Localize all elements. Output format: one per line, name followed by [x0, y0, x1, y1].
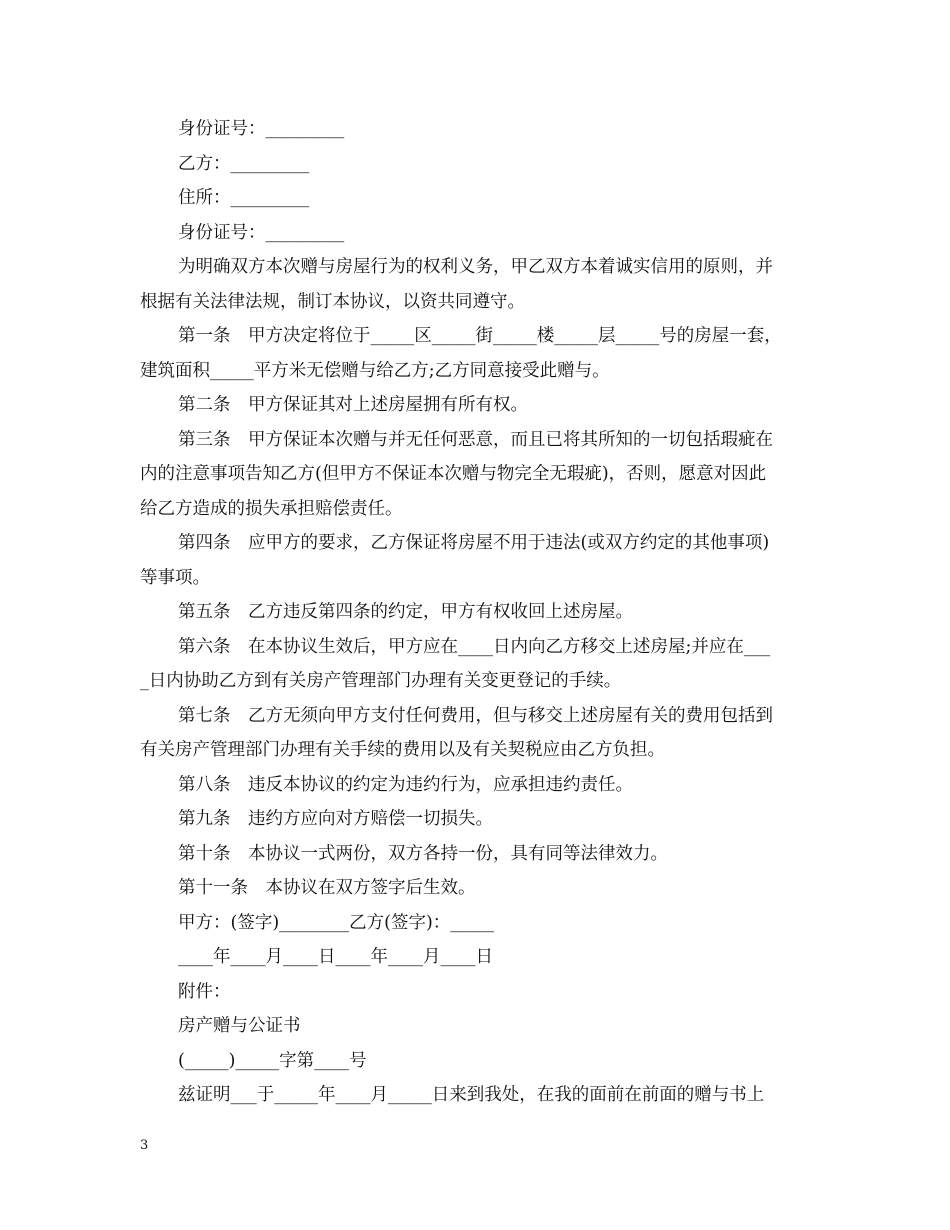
- document-line: 第一条 甲方决定将位于_____区_____街_____楼_____层_____号的房屋一套，: [178, 326, 782, 346]
- document-line: 第十一条 本协议在双方签字后生效。: [178, 878, 476, 898]
- document-line: 附件：: [178, 981, 231, 1002]
- document-line: 有关房产管理部门办理有关手续的费用以及有关契税应由乙方负担。: [140, 740, 665, 760]
- page-number: 3: [140, 1138, 149, 1153]
- document-line: 根据有关法律法规，制订本协议，以资共同遵守。: [140, 291, 525, 312]
- document-line: 内的注意事项告知乙方(但甲方不保证本次赠与物完全无瑕疵)，否则，愿意对因此: [140, 464, 767, 484]
- document-line: 兹证明___于_____年____月_____日来到我处，在我的面前在前面的赠与书上: [178, 1085, 765, 1105]
- document-line: 第六条 在本协议生效后，甲方应在____日内向乙方移交上述房屋;并应在___: [178, 636, 771, 657]
- document-line: 身份证号：_________: [178, 222, 345, 243]
- document-line: 第三条 甲方保证本次赠与并无任何恶意，而且已将其所知的一切包括瑕疵在: [178, 429, 773, 450]
- document-line: (_____)_____字第____号: [178, 1050, 367, 1071]
- document-line: 第八条 违反本协议的约定为违约行为，应承担违约责任。: [178, 774, 633, 795]
- document-body: [140, 112, 812, 1113]
- document-line: 住所：_________: [178, 188, 310, 208]
- document-line: 身份证号：_________: [178, 119, 345, 139]
- document-line: 建筑面积_____平方米无偿赠与给乙方;乙方同意接受此赠与。: [140, 360, 610, 381]
- document-line: 甲方：(签字)________乙方(签字)：_____: [178, 912, 495, 933]
- document-line: 乙方：_________: [178, 153, 310, 174]
- document-line: 给乙方造成的损失承担赔偿责任。: [140, 498, 403, 519]
- document-line: 第二条 甲方保证其对上述房屋拥有所有权。: [178, 395, 528, 415]
- document-line: 第四条 应甲方的要求，乙方保证将房屋不用于违法(或双方约定的其他事项): [178, 533, 770, 553]
- document-line: 为明确双方本次赠与房屋行为的权利义务，甲乙双方本着诚实信用的原则，并: [178, 257, 773, 277]
- document-line: _日内协助乙方到有关房产管理部门办理有关变更登记的手续。: [140, 671, 622, 691]
- document-line: ____年____月____日____年____月____日: [178, 947, 493, 967]
- document-line: 第十条 本协议一式两份，双方各持一份，具有同等法律效力。: [178, 843, 668, 864]
- document-line: 第九条 违约方应向对方赔偿一切损失。: [178, 809, 493, 829]
- document-line: 房产赠与公证书: [178, 1016, 301, 1036]
- document-line: 等事项。: [140, 567, 210, 588]
- document-line: 第五条 乙方违反第四条的约定，甲方有权收回上述房屋。: [178, 602, 633, 622]
- document-line: 第七条 乙方无须向甲方支付任何费用，但与移交上述房屋有关的费用包括到: [178, 705, 773, 726]
